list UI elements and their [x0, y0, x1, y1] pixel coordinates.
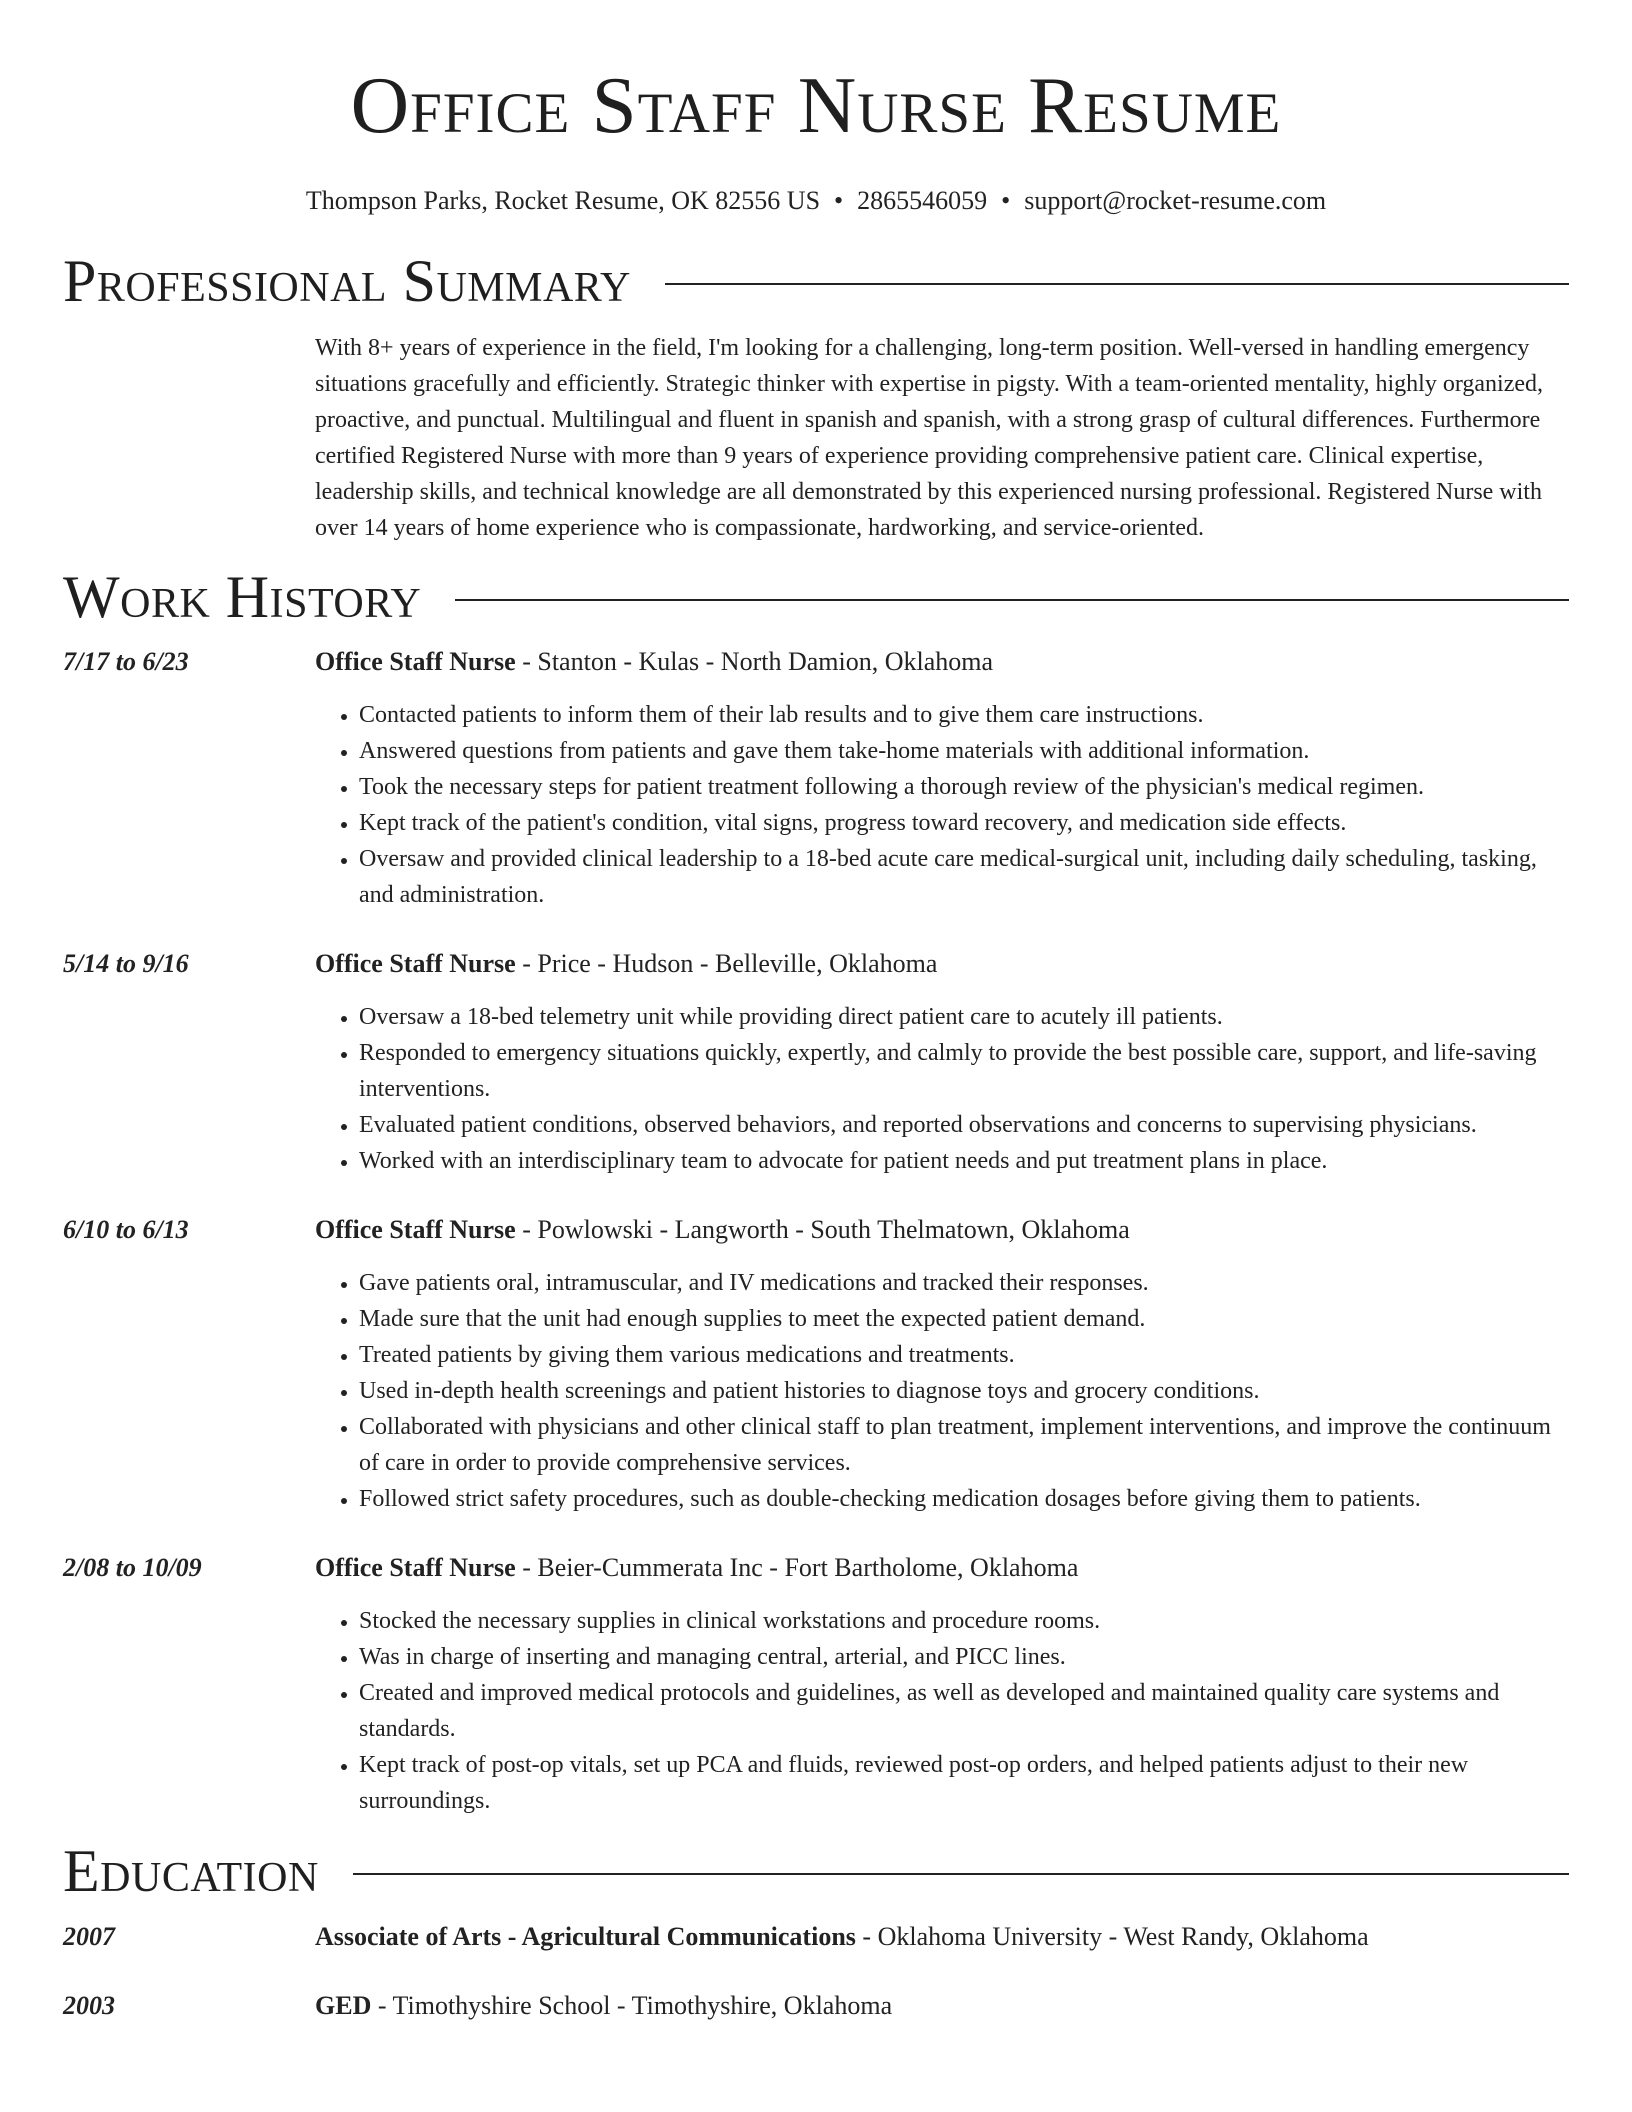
- education-entry: [63, 1988, 1569, 2024]
- education-degree: GED: [315, 1991, 372, 2020]
- contact-line: [63, 185, 1569, 217]
- job-entry: [63, 946, 1569, 1179]
- education-line: [315, 1988, 1569, 2024]
- job-bullet-list: [315, 1603, 1569, 1819]
- job-bullet: • Stocked the necessary supplies in clinical workstations and procedure rooms.: [359, 1603, 1569, 1639]
- job-body: [315, 1212, 1569, 1517]
- job-bullet: • Oversaw a 18-bed telemetry unit while providing direct patient care to acutely ill patients.: [359, 999, 1569, 1035]
- job-employer: - Powlowski - Langworth - South Thelmatown, Oklahoma: [515, 1215, 1130, 1244]
- education-degree: Associate of Arts - Agricultural Communications: [315, 1922, 856, 1951]
- separator-dot: •: [1001, 186, 1011, 215]
- job-bullet: • Evaluated patient conditions, observed behaviors, and reported observations and concerns to supervising physicians.: [359, 1107, 1569, 1143]
- section-divider: [665, 283, 1569, 285]
- job-bullet: • Responded to emergency situations quickly, expertly, and calmly to provide the best possible care, support, and life-saving interventions.: [359, 1035, 1569, 1107]
- section-divider: [455, 599, 1569, 601]
- job-bullet: • Used in-depth health screenings and patient histories to diagnose toys and grocery conditions.: [359, 1373, 1569, 1409]
- job-body: [315, 644, 1569, 913]
- job-entry: [63, 1212, 1569, 1517]
- job-bullet: • Gave patients oral, intramuscular, and IV medications and tracked their responses.: [359, 1265, 1569, 1301]
- section-heading: Education: [63, 1838, 319, 1904]
- job-bullet: • Took the necessary steps for patient treatment following a thorough review of the physician's medical regimen.: [359, 769, 1569, 805]
- education-school: - Oklahoma University - West Randy, Oklahoma: [855, 1922, 1369, 1951]
- job-body: [315, 1550, 1569, 1819]
- job-entry: [63, 644, 1569, 913]
- summary-section-header: [63, 246, 1569, 316]
- separator-dot: •: [834, 186, 844, 215]
- job-role-line: [315, 1550, 1569, 1586]
- resume-title: Office Staff Nurse Resume: [350, 60, 1282, 150]
- email-link[interactable]: support@rocket-resume.com: [1024, 186, 1327, 215]
- education-year: 2003: [63, 1991, 115, 2020]
- job-bullet: • Kept track of post-op vitals, set up PCA and fluids, reviewed post-op orders, and helped patients adjust to their new surroundings.: [359, 1747, 1569, 1819]
- job-body: [315, 946, 1569, 1179]
- job-title: Office Staff Nurse: [315, 647, 516, 676]
- job-bullet: • Made sure that the unit had enough supplies to meet the expected patient demand.: [359, 1301, 1569, 1337]
- job-title: Office Staff Nurse: [315, 949, 516, 978]
- job-title: Office Staff Nurse: [315, 1215, 516, 1244]
- phone: 2865546059: [857, 186, 988, 215]
- job-bullet: • Was in charge of inserting and managing central, arterial, and PICC lines.: [359, 1639, 1569, 1675]
- job-entry: [63, 1550, 1569, 1819]
- job-dates: 5/14 to 9/16: [63, 949, 189, 978]
- job-bullet: • Contacted patients to inform them of their lab results and to give them care instructions.: [359, 697, 1569, 733]
- section-divider: [353, 1873, 1569, 1875]
- summary-text: With 8+ years of experience in the field, I'm looking for a challenging, long-term position. Well-versed in handling emergency situations gracefully and efficiently. Strategic thinker with expertise in pigsty. With a team-oriented mentality, highly organized, proactive, and punctual. Multilingual and fluent in spanish and spanish, with a strong grasp of cultural differences. Furthermore certified Registered Nurse with more than 9 years of experience providing comprehensive patient care. Clinical expertise, leadership skills, and technical knowledge are all demonstrated by this experienced nursing professional. Registered Nurse with over 14 years of home experience who is compassionate, hardworking, and service-oriented.: [315, 335, 1544, 541]
- job-bullet: • Oversaw and provided clinical leadership to a 18-bed acute care medical-surgical unit, including daily scheduling, tasking, and administration.: [359, 841, 1569, 913]
- education-school: - Timothyshire School - Timothyshire, Oklahoma: [371, 1991, 893, 2020]
- education-year: 2007: [63, 1922, 115, 1951]
- section-heading: Professional Summary: [63, 248, 631, 314]
- job-bullet: • Answered questions from patients and gave them take-home materials with additional information.: [359, 733, 1569, 769]
- job-bullet-list: [315, 1265, 1569, 1517]
- job-bullet: • Treated patients by giving them various medications and treatments.: [359, 1337, 1569, 1373]
- job-bullet-list: [315, 697, 1569, 913]
- job-employer: - Stanton - Kulas - North Damion, Oklahoma: [515, 647, 994, 676]
- job-role-line: [315, 1212, 1569, 1248]
- job-dates: 7/17 to 6/23: [63, 647, 189, 676]
- job-role-line: [315, 946, 1569, 982]
- job-dates: 6/10 to 6/13: [63, 1215, 189, 1244]
- job-bullet: • Collaborated with physicians and other clinical staff to plan treatment, implement interventions, and improve the continuum of care in order to provide comprehensive services.: [359, 1409, 1569, 1481]
- job-bullet: • Kept track of the patient's condition, vital signs, progress toward recovery, and medication side effects.: [359, 805, 1569, 841]
- education-section-header: [63, 1836, 1569, 1906]
- address: Thompson Parks, Rocket Resume, OK 82556 US: [305, 186, 821, 215]
- job-role-line: [315, 644, 1569, 680]
- job-bullet-list: [315, 999, 1569, 1179]
- section-heading: Work History: [63, 564, 422, 630]
- job-employer: - Beier-Cummerata Inc - Fort Bartholome, Oklahoma: [515, 1553, 1079, 1582]
- job-bullet: • Worked with an interdisciplinary team to advocate for patient needs and put treatment plans in place.: [359, 1143, 1569, 1179]
- job-title: Office Staff Nurse: [315, 1553, 516, 1582]
- job-bullet: • Created and improved medical protocols and guidelines, as well as developed and maintained quality care systems and standards.: [359, 1675, 1569, 1747]
- job-employer: - Price - Hudson - Belleville, Oklahoma: [515, 949, 938, 978]
- job-dates: 2/08 to 10/09: [63, 1553, 202, 1582]
- education-entry: [63, 1919, 1569, 1955]
- work-section-header: [63, 562, 1569, 632]
- education-line: [315, 1919, 1569, 1955]
- job-bullet: • Followed strict safety procedures, such as double-checking medication dosages before giving them to patients.: [359, 1481, 1569, 1517]
